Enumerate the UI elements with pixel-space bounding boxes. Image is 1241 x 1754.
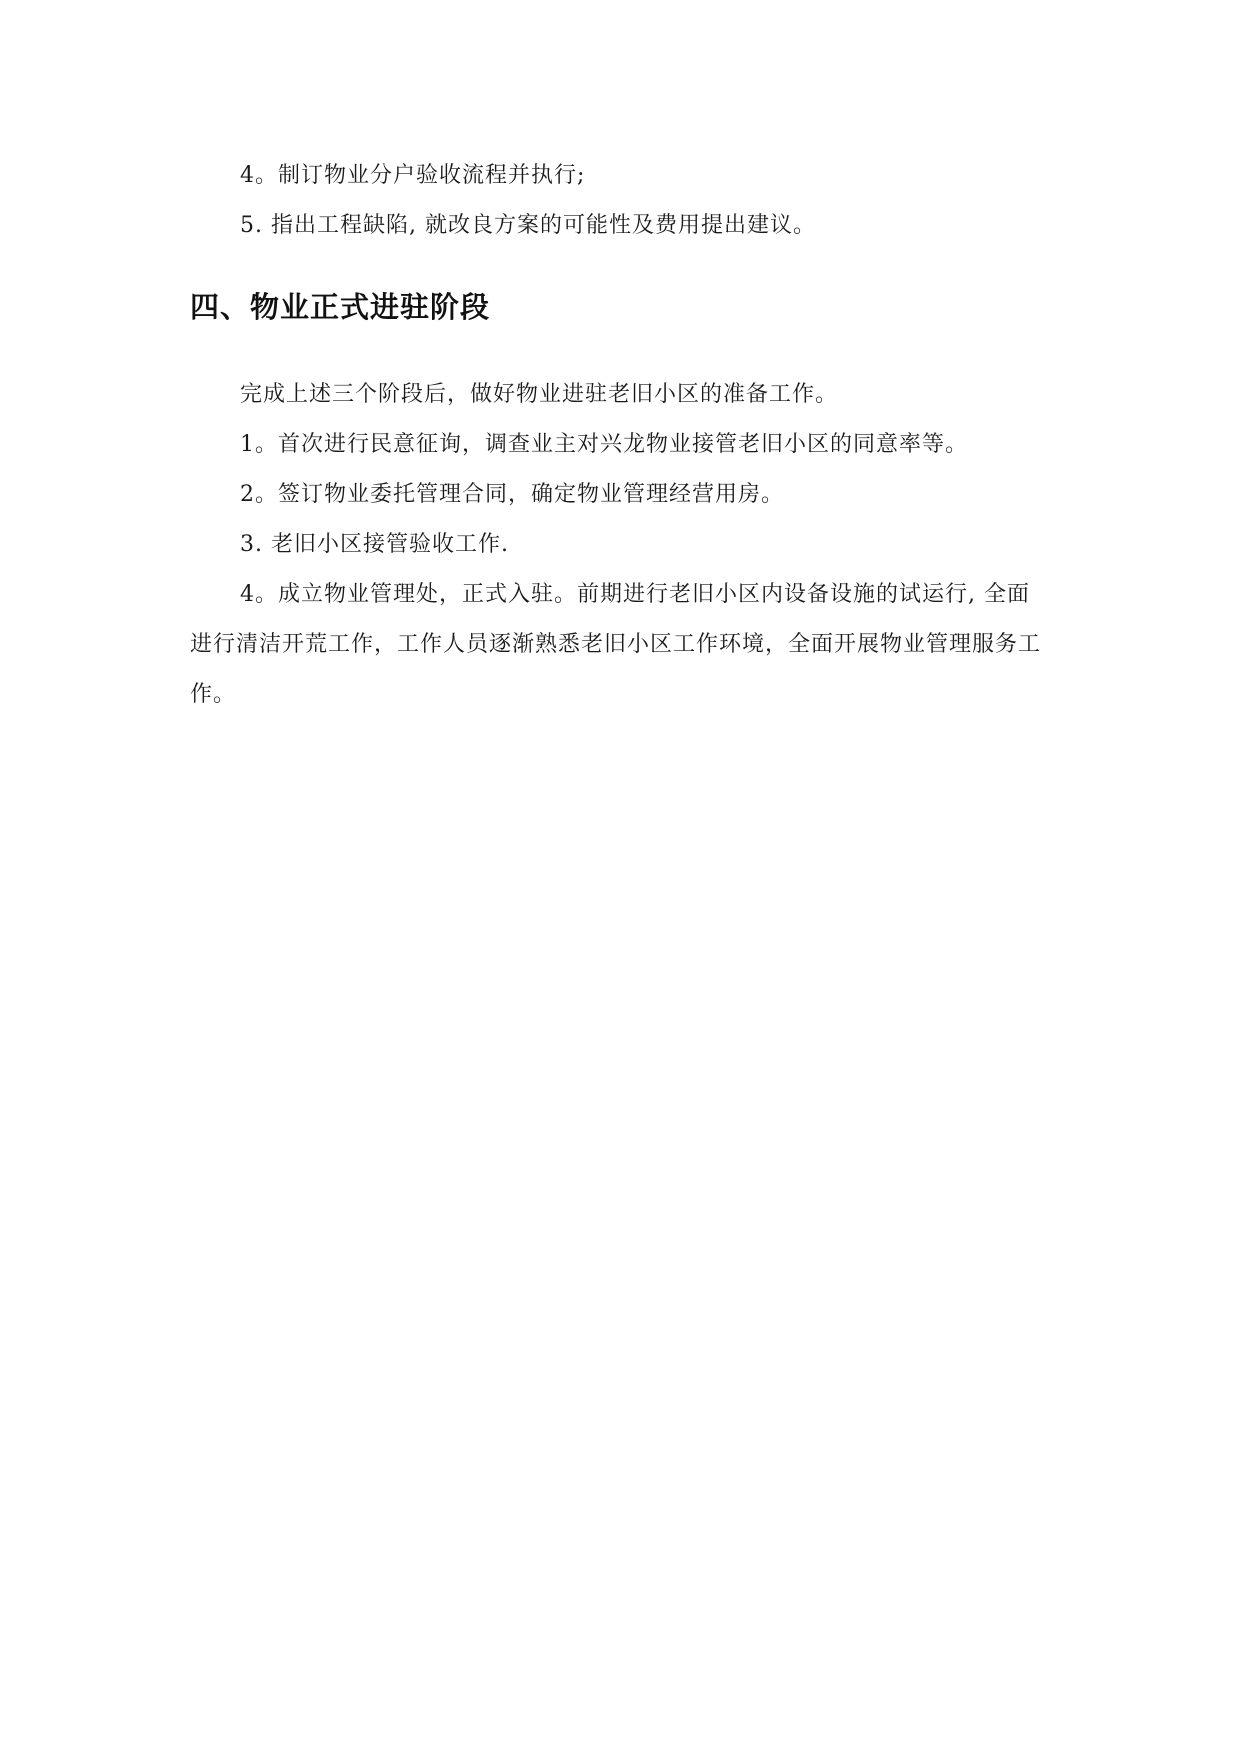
list-item: 4。制订物业分户验收流程并执行; bbox=[240, 163, 586, 188]
list-item: 3. 老旧小区接管验收工作. bbox=[240, 532, 509, 557]
list-item: 2。签订物业委托管理合同，确定物业管理经营用房。 bbox=[240, 482, 784, 507]
list-item: 4。成立物业管理处，正式入驻。前期进行老旧小区内设备设施的试运行, 全面进行清洁开荒工作，工作人员逐渐熟悉老旧小区工作环境，全面开展物业管理服务工作。 bbox=[190, 582, 1042, 707]
section-heading: 四、物业正式进驻阶段 bbox=[190, 290, 491, 324]
list-item: 1。首次进行民意征询，调查业主对兴龙物业接管老旧小区的同意率等。 bbox=[240, 432, 968, 457]
list-item: 5. 指出工程缺陷, 就改良方案的可能性及费用提出建议。 bbox=[240, 213, 816, 238]
section-intro: 完成上述三个阶段后，做好物业进驻老旧小区的准备工作。 bbox=[240, 382, 839, 407]
